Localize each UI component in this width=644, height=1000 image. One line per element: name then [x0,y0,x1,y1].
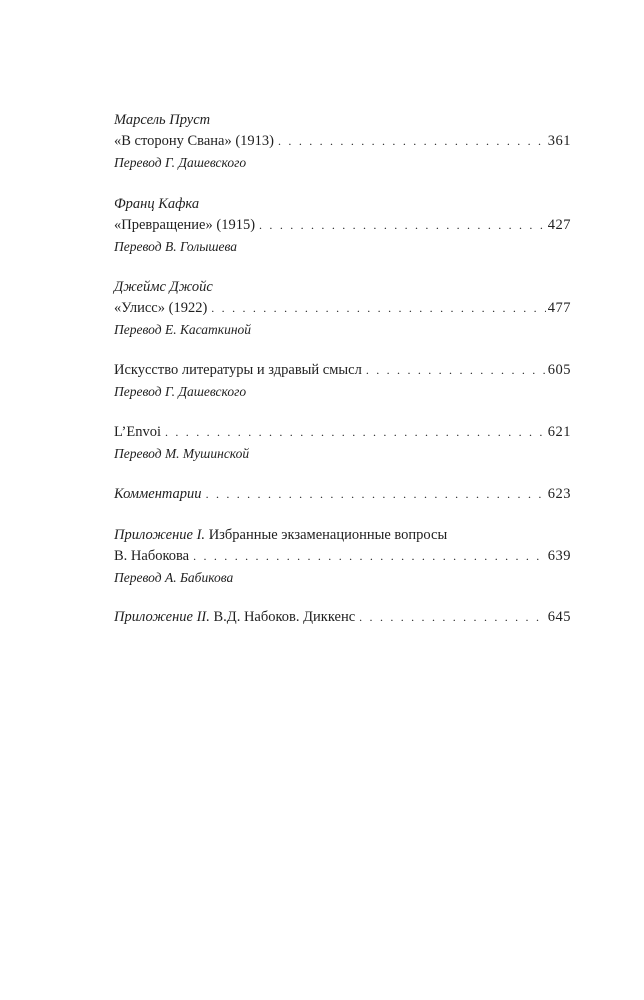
toc-entry-envoi [114,422,571,464]
dot-leader [259,215,546,236]
dot-leader [165,422,546,443]
page-number: 605 [547,362,571,378]
translator-credit: Перевод Г. Дашевского [114,155,247,170]
page-number: 477 [547,300,571,316]
appendix-label: Приложение I. [114,527,206,543]
toc-link-kafka[interactable] [114,215,571,236]
translator-credit: Перевод М. Мушинской [114,446,250,461]
dot-leader [278,131,546,152]
dot-leader [359,607,546,628]
appendix-label: Приложение II. [114,609,210,625]
toc-link-appendix-2[interactable] [114,607,571,628]
toc-entry-appendix-2 [114,607,571,628]
translator-credit: Перевод Е. Касаткиной [114,322,252,337]
entry-title: Искусство литературы и здравый смысл [114,362,362,378]
entry-title: «Превращение» (1915) [114,217,256,233]
toc-entry-comments [114,484,571,505]
toc-entry-art-of-literature [114,360,571,402]
toc-entry-kafka [114,194,571,257]
entry-title: «В сторону Свана» (1913) [114,133,275,149]
page-number: 623 [547,486,571,502]
entry-title [114,607,355,628]
toc-entry-joyce [114,277,571,340]
page-number: 621 [547,424,571,440]
entry-title: В. Набокова [114,548,190,564]
toc-entry-appendix-1 [114,525,571,588]
dot-leader [193,546,546,567]
dot-leader [206,484,546,505]
entry-title: «Улисс» (1922) [114,300,208,316]
toc-entry-proust [114,110,571,173]
author-name: Джеймс Джойс [114,279,213,295]
dot-leader [211,298,545,319]
entry-title: Комментарии [114,486,202,502]
author-name: Франц Кафка [114,196,200,212]
toc-link-joyce[interactable] [114,298,571,319]
page-number: 361 [547,133,571,149]
appendix-1-heading [114,525,571,546]
toc-link-comments[interactable] [114,484,571,505]
toc-link-envoi[interactable] [114,422,571,443]
translator-credit: Перевод Г. Дашевского [114,384,247,399]
translator-credit: Перевод А. Бабикова [114,570,234,585]
appendix-title: В.Д. Набоков. Диккенс [209,609,356,625]
dot-leader [366,360,546,381]
toc-link-art-of-literature[interactable] [114,360,571,381]
translator-credit: Перевод В. Голышева [114,239,238,254]
appendix-title: Избранные экзаменационные вопросы [205,527,448,543]
page-number: 427 [547,217,571,233]
entry-title: L’Envoi [114,424,161,440]
page-number: 645 [547,609,571,625]
page-number: 639 [547,548,571,564]
toc-link-appendix-1[interactable] [114,546,571,567]
author-name: Марсель Пруст [114,112,211,128]
toc-link-proust[interactable] [114,131,571,152]
